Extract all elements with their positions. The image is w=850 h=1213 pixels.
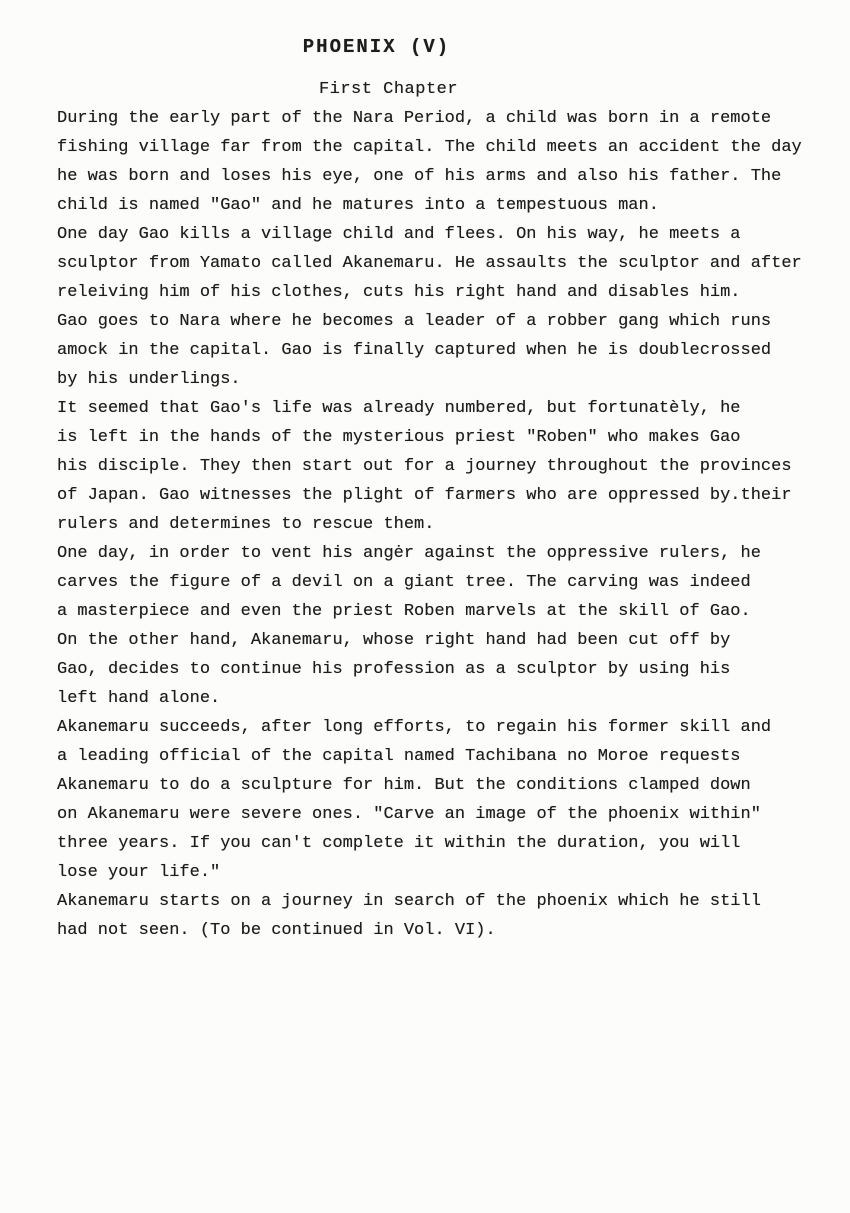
text-line: is left in the hands of the mysterious priest "Roben" who makes Gao	[57, 428, 741, 447]
text-line: a leading official of the capital named Tachibana no Moroe requests	[57, 747, 741, 766]
text-line: fishing village far from the capital. The child meets an accident the day	[57, 138, 802, 157]
text-line: It seemed that Gao's life was already numbered, but fortunatèly, he	[57, 399, 741, 418]
text-line: Gao goes to Nara where he becomes a leader of a robber gang which runs	[57, 312, 772, 331]
paragraph	[57, 626, 834, 713]
text-line: child is named "Gao" and he matures into a tempestuous man.	[57, 196, 659, 215]
text-line: his disciple. They then start out for a journey throughout the provinces	[57, 457, 792, 476]
chapter-heading: First Chapter	[318, 80, 459, 99]
paragraph	[57, 887, 834, 945]
text-line: One day Gao kills a village child and flees. On his way, he meets a	[57, 225, 741, 244]
text-line: he was born and loses his eye, one of his arms and also his father. The	[57, 167, 782, 186]
text-line: sculptor from Yamato called Akanemaru. He assaults the sculptor and after	[57, 254, 802, 273]
text-line: by his underlings.	[57, 370, 241, 389]
text-line: left hand alone.	[57, 689, 221, 708]
paragraph	[57, 104, 834, 220]
text-line: One day, in order to vent his angėr against the oppressive rulers, he	[57, 544, 761, 563]
text-line: amock in the capital. Gao is finally captured when he is doublecrossed	[57, 341, 772, 360]
text-line: on Akanemaru were severe ones. "Carve an image of the phoenix within"	[57, 805, 761, 824]
text-line: a masterpiece and even the priest Roben marvels at the skill of Gao.	[57, 602, 751, 621]
text-line: releiving him of his clothes, cuts his right hand and disables him.	[57, 283, 741, 302]
paragraph	[57, 539, 834, 626]
paragraph	[57, 713, 834, 887]
paragraph	[57, 394, 834, 539]
text-line: Gao, decides to continue his profession as a sculptor by using his	[57, 660, 731, 679]
text-line: During the early part of the Nara Period, a child was born in a remote	[57, 109, 772, 128]
text-line: had not seen. (To be continued in Vol. VI).	[57, 921, 496, 940]
text-line: carves the figure of a devil on a giant tree. The carving was indeed	[57, 573, 751, 592]
text-line: On the other hand, Akanemaru, whose right hand had been cut off by	[57, 631, 731, 650]
text-line: of Japan. Gao witnesses the plight of farmers who are oppressed by.their	[57, 486, 792, 505]
document-body	[57, 104, 834, 945]
text-line: Akanemaru to do a sculpture for him. But the conditions clamped down	[57, 776, 751, 795]
text-line: three years. If you can't complete it within the duration, you will	[57, 834, 741, 853]
text-line: lose your life."	[57, 863, 221, 882]
paragraph	[57, 220, 834, 307]
text-line: rulers and determines to rescue them.	[57, 515, 435, 534]
text-line: Akanemaru starts on a journey in search of the phoenix which he still	[57, 892, 761, 911]
document-title: PHOENIX (V)	[302, 36, 451, 58]
text-line: Akanemaru succeeds, after long efforts, to regain his former skill and	[57, 718, 772, 737]
paragraph	[57, 307, 834, 394]
